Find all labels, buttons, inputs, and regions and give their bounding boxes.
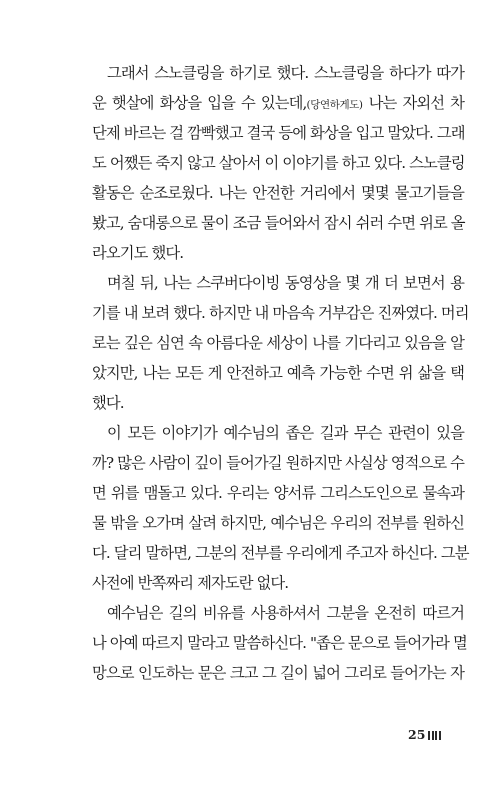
text-line: 했다. [92, 394, 124, 412]
page-marker-bars-icon [428, 731, 441, 740]
text-line: 이 모든 이야기가 예수님의 좁은 길과 무슨 관련이 있을 [107, 424, 464, 442]
parenthetical-note: (당연하게도) [306, 99, 363, 111]
text-line: 활동은 순조로웠다. 나는 안전한 거리에서 몇몇 물고기들을 [92, 184, 464, 202]
text-line: 기를 내 보려 했다. 하지만 내 마음속 거부감은 진짜였다. 머리 [92, 304, 469, 322]
text-line: 라오기도 했다. [92, 244, 184, 262]
text-line: 봤고, 숨대롱으로 물이 조금 들어와서 잠시 쉬러 수면 위로 올 [92, 214, 465, 232]
text-line: 도 어쨌든 죽지 않고 살아서 이 이야기를 하고 있다. 스노클링 [92, 154, 465, 172]
text-line: 면 위를 맴돌고 있다. 우리는 양서류 그리스도인으로 물속과 [92, 484, 464, 502]
text-segment: 나는 자외선 차 [368, 94, 464, 112]
text-line: 까? 많은 사람이 깊이 들어가길 원하지만 사실상 영적으로 수 [92, 454, 465, 472]
text-line [92, 92, 464, 116]
text-line: 나 아예 따르지 말라고 말씀하신다. "좁은 문으로 들어가라 멸 [92, 634, 467, 652]
text-line: 그래서 스노클링을 하기로 했다. 스노클링을 하다가 따가 [107, 64, 464, 82]
text-line: 망으로 인도하는 문은 크고 그 길이 넓어 그리로 들어가는 자 [92, 664, 464, 682]
page-number: 25 [408, 727, 426, 742]
text-segment: 운 햇살에 화상을 입을 수 있는데, [92, 94, 307, 112]
text-line: 단제 바르는 걸 깜빡했고 결국 등에 화상을 입고 말았다. 그래 [92, 124, 465, 142]
text-line: 사전에 반쪽짜리 제자도란 없다. [92, 574, 289, 592]
text-line: 다. 달리 말하면, 그분의 전부를 우리에게 주고자 하신다. 그분 [92, 544, 469, 562]
text-line: 며칠 뒤, 나는 스쿠버다이빙 동영상을 몇 개 더 보면서 용 [107, 274, 464, 292]
text-line: 물 밖을 오가며 살려 하지만, 예수님은 우리의 전부를 원하신 [92, 514, 464, 532]
text-line: 로는 깊은 심연 속 아름다운 세상이 나를 기다리고 있음을 알 [92, 334, 464, 352]
text-line: 았지만, 나는 모든 게 안전하고 예측 가능한 수면 위 삶을 택 [92, 364, 464, 382]
text-line: 예수님은 길의 비유를 사용하셔서 그분을 온전히 따르거 [107, 604, 464, 622]
